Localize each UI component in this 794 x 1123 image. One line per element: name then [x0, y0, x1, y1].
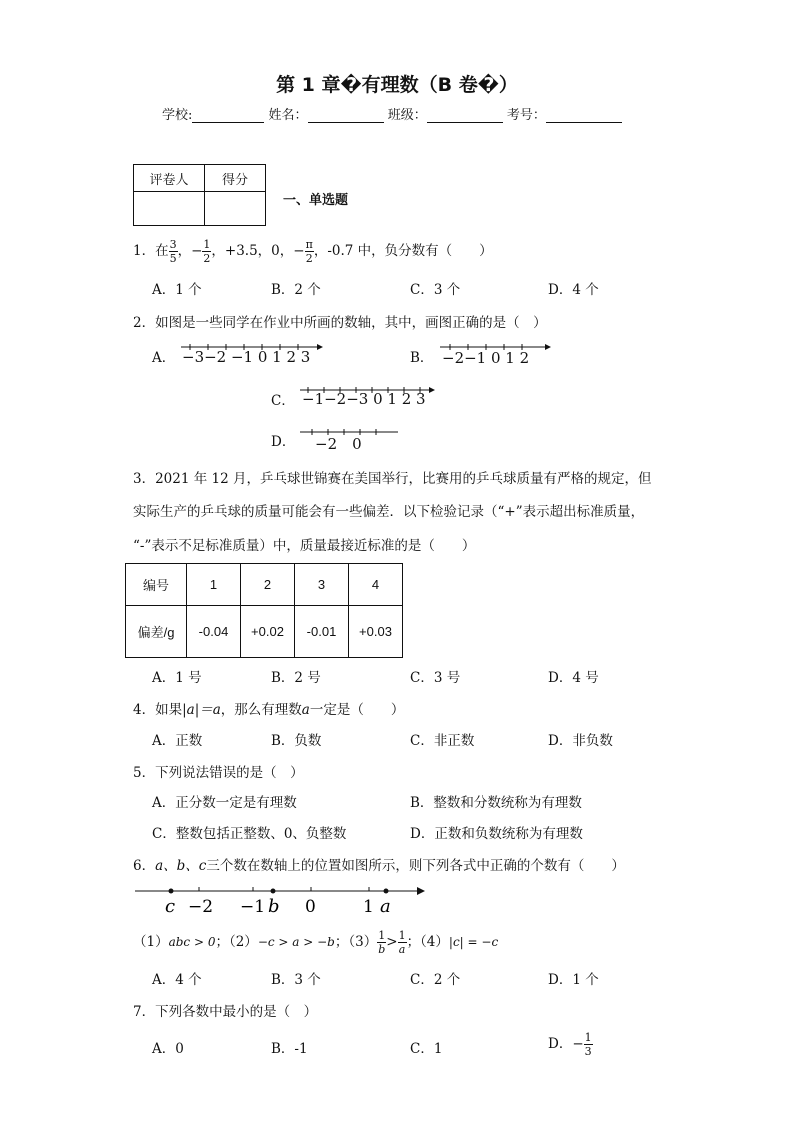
exam-number-label: 考号： [506, 108, 546, 123]
q1-option-b[interactable]: B．2 个 [271, 282, 321, 298]
score-cell[interactable] [205, 192, 266, 226]
fraction-1-3 [584, 1031, 593, 1058]
statement-1-label: （1） [133, 934, 169, 950]
fraction-3-5 [169, 238, 178, 265]
q1-mid: ，+3.5，0，− [211, 243, 305, 259]
q3-option-c[interactable]: C．3 号 [410, 670, 461, 686]
school-label: 学校: [162, 108, 193, 123]
q7-option-b[interactable]: B．-1 [271, 1041, 308, 1057]
name-label: 姓名： [268, 108, 308, 123]
q4-variable: a [301, 702, 310, 718]
question-4-stem [133, 698, 404, 718]
q4-suffix: 一定是（ ） [309, 702, 405, 718]
q2-option-d-label[interactable]: D． [271, 434, 296, 450]
axis-label-b: b [268, 896, 280, 916]
frac-num: 3 [169, 238, 177, 251]
q6-option-c[interactable]: C．2 个 [410, 972, 461, 988]
statement-4-label: ；（4） [406, 934, 449, 950]
fraction-pi-2 [305, 238, 314, 265]
question-3-line-1: 3．2021 年 12 月，乒乓球世锦赛在美国举行，比赛用的乒乓球质量有严格的规定，但 [133, 471, 652, 487]
q1-prefix: 1．在 [133, 243, 169, 259]
q1-option-c[interactable]: C．3 个 [410, 282, 461, 298]
q5-option-c[interactable]: C．整数包括正整数、0、负整数 [152, 826, 347, 842]
number-line-d-labels: −2 0 [315, 435, 362, 453]
q1-option-a[interactable]: A．1 个 [152, 282, 202, 298]
question-2-stem: 2．如图是一些同学在作业中所画的数轴，其中，画图正确的是（ ） [133, 315, 547, 331]
statement-4: |c| = −c [448, 935, 499, 949]
frac-den: 3 [584, 1045, 592, 1058]
question-1-stem [133, 234, 493, 268]
axis-label-neg1: −1 [240, 897, 266, 916]
name-field[interactable] [308, 108, 384, 123]
q4-condition: |a|＝a [182, 702, 221, 718]
frac-num: 1 [203, 238, 211, 251]
score-header: 得分 [205, 165, 266, 192]
frac-num: 1 [398, 929, 406, 942]
axis-label-c: c [165, 896, 176, 916]
statement-3-label: ；（3） [334, 934, 378, 950]
q4-option-a[interactable]: A．正数 [152, 733, 203, 749]
question-3-line-3: “-”表示不足标准质量）中，质量最接近标准的是（ ） [133, 538, 476, 554]
table-cell: 偏差/g [126, 606, 187, 658]
table-cell: 编号 [126, 564, 187, 606]
score-table [133, 164, 266, 226]
deviation-table [125, 563, 403, 658]
axis-label-a: a [380, 896, 391, 916]
table-cell: +0.02 [241, 606, 295, 658]
number-line-c-labels: −1−2−3 0 1 2 3 [302, 390, 426, 408]
number-line-b-labels: −2−1 0 1 2 [442, 349, 530, 367]
q5-option-b[interactable]: B．整数和分数统称为有理数 [410, 795, 582, 811]
q6-number-line [133, 882, 429, 916]
grader-header: 评卷人 [134, 165, 205, 192]
table-cell: +0.03 [349, 606, 403, 658]
q7-option-c[interactable]: C．1 [410, 1041, 443, 1057]
table-row [126, 606, 403, 658]
table-cell: -0.04 [187, 606, 241, 658]
q2-option-b-label[interactable]: B． [410, 350, 434, 366]
frac-den: 5 [169, 252, 177, 265]
q6-rest: 三个数在数轴上的位置如图所示，则下列各式中正确的个数有（ ） [206, 858, 625, 874]
q4-prefix: 4．如果 [133, 702, 183, 718]
axis-label-1: 1 [363, 897, 374, 916]
fraction-1-a [398, 929, 407, 956]
q5-option-d[interactable]: D．正数和负数统称为有理数 [410, 826, 583, 842]
q3-option-a[interactable]: A．1 号 [152, 670, 202, 686]
q1-suffix: ，-0.7 中，负分数有（ ） [313, 243, 493, 259]
student-info-line [162, 104, 622, 123]
frac-den: 2 [203, 252, 211, 265]
question-6-stem [133, 854, 625, 874]
q6-option-b[interactable]: B．3 个 [271, 972, 321, 988]
q4-option-c[interactable]: C．非正数 [410, 733, 475, 749]
question-5-stem: 5．下列说法错误的是（ ） [133, 765, 304, 781]
statement-2: −c > a > −b [257, 935, 335, 949]
table-header-row [126, 564, 403, 606]
q4-option-b[interactable]: B．负数 [271, 733, 322, 749]
q4-mid: ，那么有理数 [220, 702, 302, 718]
class-label: 班级： [387, 108, 427, 123]
q6-option-d[interactable]: D．1 个 [548, 972, 599, 988]
q3-option-b[interactable]: B．2 号 [271, 670, 321, 686]
table-cell: -0.01 [295, 606, 349, 658]
question-7-stem: 7．下列各数中最小的是（ ） [133, 1004, 318, 1020]
q6-variables: a、b、c [155, 858, 207, 874]
exam-number-field[interactable] [546, 108, 622, 123]
frac-num: 1 [584, 1031, 592, 1044]
q2-option-c-label[interactable]: C． [271, 393, 295, 409]
frac-num: 1 [378, 929, 386, 942]
frac-den: b [378, 943, 386, 956]
question-3-line-2: 实际生产的乒乓球的质量可能会有一些偏差．以下检验记录（“+”表示超出标准质量， [133, 504, 645, 520]
table-cell: 3 [295, 564, 349, 606]
q6-option-a[interactable]: A．4 个 [152, 972, 202, 988]
q1-sep: ，− [177, 243, 203, 259]
grader-cell[interactable] [134, 192, 205, 226]
q7-option-d[interactable] [548, 1027, 593, 1061]
q7-option-a[interactable]: A．0 [152, 1041, 184, 1057]
statement-1: abc > 0 [168, 935, 216, 949]
table-cell: 1 [187, 564, 241, 606]
number-line-a-labels: −3−2 −1 0 1 2 3 [182, 348, 311, 366]
q3-option-d[interactable]: D．4 号 [548, 670, 599, 686]
q7-option-d-label: D．− [548, 1036, 584, 1052]
table-cell: 2 [241, 564, 295, 606]
q6-statements [133, 925, 498, 959]
q4-option-d[interactable]: D．非负数 [548, 733, 613, 749]
axis-label-0: 0 [305, 897, 316, 916]
frac-den: 2 [305, 252, 313, 265]
frac-num: π [305, 238, 313, 251]
q5-option-a[interactable]: A．正分数一定是有理数 [152, 795, 297, 811]
section-title: 一、单选题 [283, 193, 349, 208]
q6-prefix: 6． [133, 858, 156, 874]
fraction-1-b [377, 929, 386, 956]
page-title: 第 1 章�有理数（B 卷�） [276, 74, 518, 96]
q2-option-a-label[interactable]: A． [152, 350, 176, 366]
school-field[interactable] [192, 108, 264, 123]
axis-label-neg2: −2 [188, 897, 214, 916]
q1-option-d[interactable]: D．4 个 [548, 282, 599, 298]
statement-3-gt: > [386, 934, 398, 950]
frac-den: a [398, 943, 406, 956]
table-cell: 4 [349, 564, 403, 606]
class-field[interactable] [427, 108, 503, 123]
statement-2-label: ；（2） [215, 934, 258, 950]
